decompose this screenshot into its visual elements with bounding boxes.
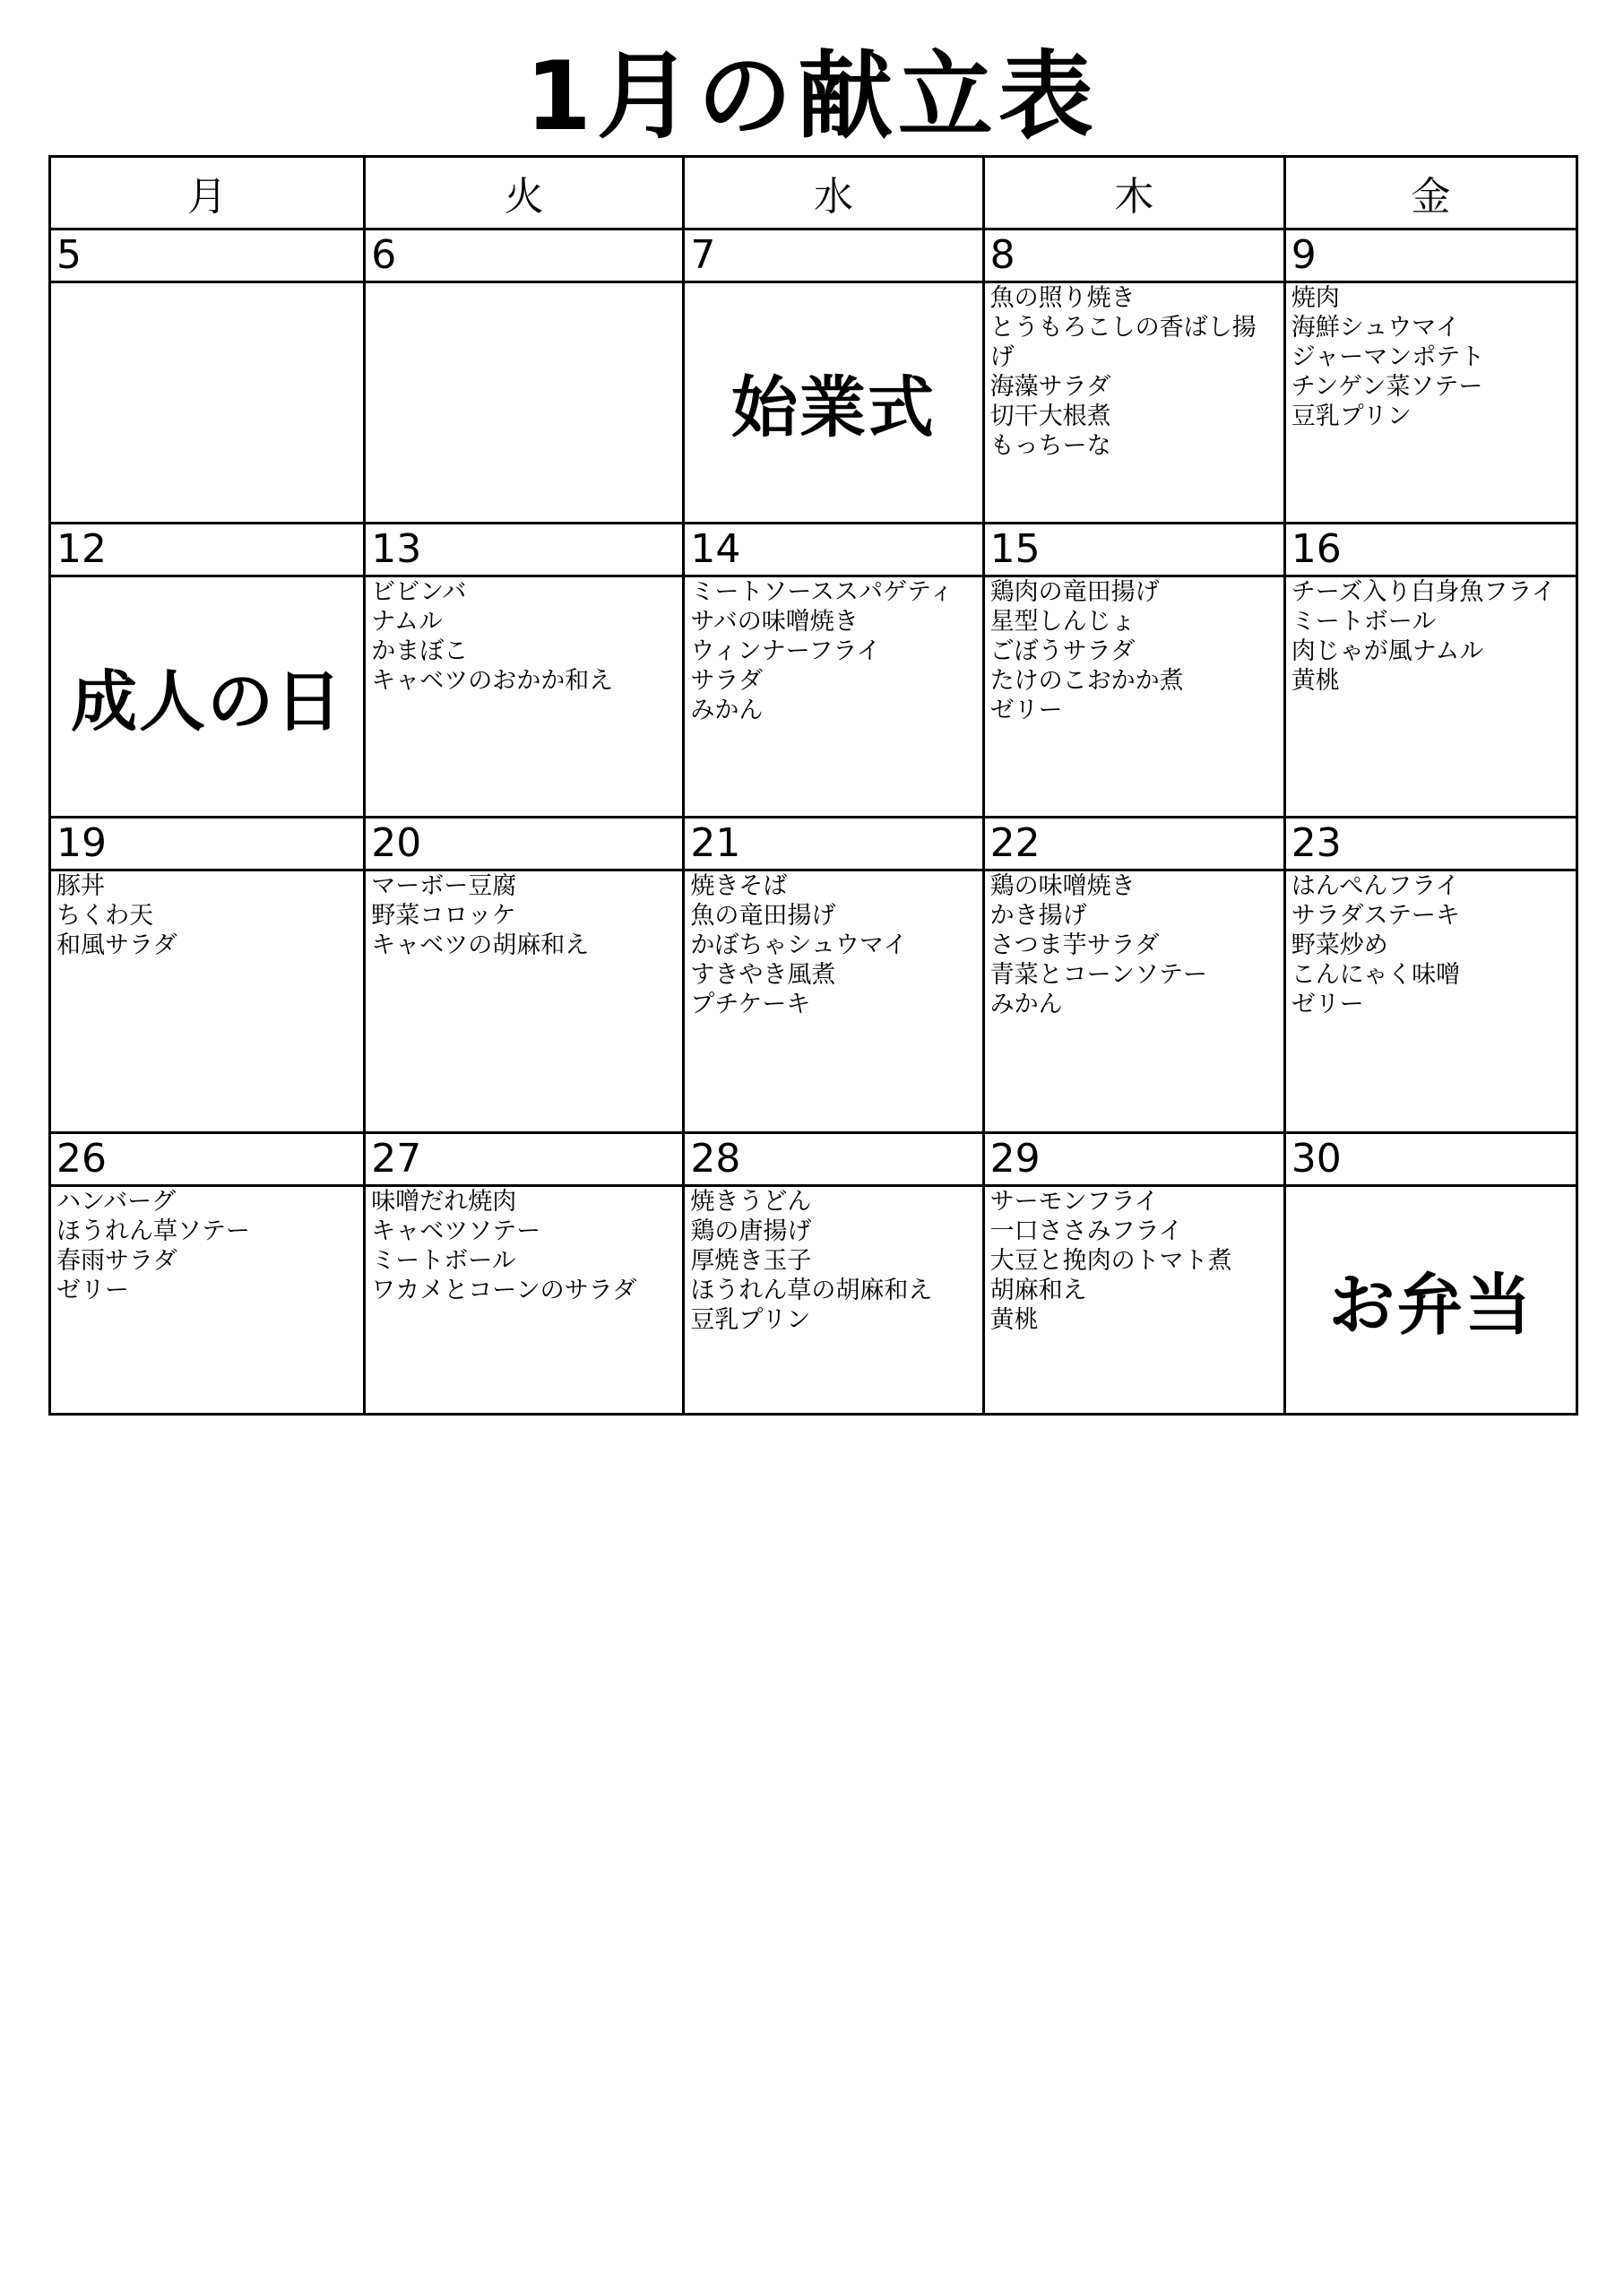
menu-item: マーボー豆腐 bbox=[371, 872, 517, 900]
menu-item: ゼリー bbox=[989, 697, 1063, 724]
menu-item: サバの味噌焼き bbox=[690, 608, 859, 636]
menu-item: サラダ bbox=[690, 667, 764, 695]
menu-item: みかん bbox=[989, 991, 1063, 1018]
menu-item: 一口ささみフライ bbox=[989, 1217, 1183, 1245]
menu-item: 黄桃 bbox=[989, 1306, 1039, 1334]
menu-cell bbox=[365, 870, 684, 1133]
menu-cell bbox=[50, 282, 365, 524]
menu-item: ミートボール bbox=[371, 1247, 516, 1275]
menu-list bbox=[690, 577, 976, 725]
date-number: 22 bbox=[983, 818, 1284, 870]
menu-item: かき揚げ bbox=[989, 902, 1087, 930]
menu-item: 豆乳プリン bbox=[1291, 403, 1412, 430]
date-number: 29 bbox=[983, 1133, 1284, 1186]
menu-cell bbox=[1284, 576, 1576, 818]
weekday-header: 木 bbox=[983, 157, 1284, 230]
menu-item: 豆乳プリン bbox=[690, 1306, 811, 1334]
menu-item: 星型しんじょ bbox=[989, 608, 1136, 636]
menu-item: さつま芋サラダ bbox=[989, 931, 1160, 959]
menu-list bbox=[1291, 871, 1570, 1019]
event-label: 始業式 bbox=[731, 369, 936, 446]
menu-item: はんぺんフライ bbox=[1291, 872, 1460, 900]
menu-item: ビビンバ bbox=[371, 578, 467, 606]
menu-item: 野菜炒め bbox=[1291, 931, 1388, 959]
menu-item: ごぼうサラダ bbox=[989, 637, 1136, 665]
menu-item: チーズ入り白身魚フライ bbox=[1291, 578, 1556, 606]
menu-calendar bbox=[48, 155, 1578, 1416]
event-label: お弁当 bbox=[1328, 1267, 1533, 1344]
menu-cell bbox=[684, 1186, 983, 1415]
menu-item: もっちーな bbox=[989, 432, 1111, 460]
menu-item: 焼肉 bbox=[1291, 284, 1340, 312]
date-number: 6 bbox=[365, 230, 684, 282]
menu-item: 肉じゃが風ナムル bbox=[1291, 637, 1484, 665]
weekday-header: 月 bbox=[50, 157, 365, 230]
menu-item: たけのこおかか煮 bbox=[989, 667, 1184, 695]
menu-item: 和風サラダ bbox=[56, 931, 177, 959]
menu-item: ゼリー bbox=[1291, 991, 1364, 1018]
menu-list bbox=[56, 871, 358, 960]
menu-item: 厚焼き玉子 bbox=[690, 1247, 812, 1275]
menu-item: プチケーキ bbox=[690, 991, 811, 1018]
menu-list bbox=[690, 1187, 976, 1335]
menu-item: 焼きうどん bbox=[690, 1188, 812, 1216]
menu-cell bbox=[983, 1186, 1284, 1415]
menu-item: 海藻サラダ bbox=[989, 373, 1111, 401]
date-number: 30 bbox=[1284, 1133, 1576, 1186]
menu-item: ミートボール bbox=[1291, 608, 1437, 636]
menu-cell bbox=[1284, 282, 1576, 524]
menu-cell bbox=[365, 282, 684, 524]
menu-item: ほうれん草ソテー bbox=[56, 1217, 250, 1245]
menu-item: キャベツのおかか和え bbox=[371, 667, 614, 695]
weekday-header: 金 bbox=[1284, 157, 1576, 230]
menu-cell bbox=[684, 576, 983, 818]
menu-item: かぼちゃシュウマイ bbox=[690, 931, 908, 959]
menu-item: キャベツの胡麻和え bbox=[371, 931, 590, 959]
menu-item: サラダステーキ bbox=[1291, 902, 1460, 930]
date-number: 19 bbox=[50, 818, 365, 870]
menu-item: 海鮮シュウマイ bbox=[1291, 314, 1460, 342]
date-number: 27 bbox=[365, 1133, 684, 1186]
menu-cell bbox=[50, 1186, 365, 1415]
menu-item: 鶏の唐揚げ bbox=[690, 1217, 812, 1245]
menu-list bbox=[371, 871, 677, 960]
menu-item: 黄桃 bbox=[1291, 667, 1340, 695]
menu-cell bbox=[1284, 870, 1576, 1133]
menu-list bbox=[690, 871, 976, 1019]
date-number: 13 bbox=[365, 524, 684, 576]
menu-item: ハンバーグ bbox=[56, 1188, 177, 1216]
date-number: 9 bbox=[1284, 230, 1576, 282]
date-number: 7 bbox=[684, 230, 983, 282]
menu-list bbox=[1291, 577, 1570, 696]
menu-item: 魚の竜田揚げ bbox=[690, 902, 836, 930]
menu-cell bbox=[983, 282, 1284, 524]
menu-item: 春雨サラダ bbox=[56, 1247, 177, 1275]
date-number: 15 bbox=[983, 524, 1284, 576]
menu-item: みかん bbox=[690, 697, 764, 724]
menu-item: ジャーマンポテト bbox=[1291, 343, 1485, 371]
menu-item: ゼリー bbox=[56, 1277, 129, 1304]
menu-item: とうもろこしの香ばし揚げ bbox=[989, 314, 1257, 371]
date-row bbox=[50, 818, 1577, 870]
menu-cell bbox=[983, 870, 1284, 1133]
menu-item: ウィンナーフライ bbox=[690, 637, 881, 665]
date-number: 16 bbox=[1284, 524, 1576, 576]
menu-row bbox=[50, 1186, 1577, 1415]
menu-item: こんにゃく味噌 bbox=[1291, 961, 1461, 989]
menu-item: ちくわ天 bbox=[56, 902, 153, 930]
menu-cell bbox=[1284, 1186, 1576, 1415]
menu-item: 鶏の味噌焼き bbox=[989, 872, 1136, 900]
menu-item: 野菜コロッケ bbox=[371, 902, 516, 930]
menu-list bbox=[990, 577, 1278, 725]
date-number: 12 bbox=[50, 524, 365, 576]
menu-item: かまぼこ bbox=[371, 637, 469, 665]
menu-item: 胡麻和え bbox=[989, 1277, 1087, 1304]
menu-item: 魚の照り焼き bbox=[989, 284, 1136, 312]
menu-list bbox=[990, 283, 1278, 461]
menu-item: ナムル bbox=[371, 608, 443, 636]
date-number: 23 bbox=[1284, 818, 1576, 870]
menu-item: 大豆と挽肉のトマト煮 bbox=[989, 1247, 1232, 1275]
menu-list bbox=[371, 577, 677, 696]
date-row bbox=[50, 230, 1577, 282]
menu-cell bbox=[50, 870, 365, 1133]
date-row bbox=[50, 524, 1577, 576]
weekday-header: 水 bbox=[684, 157, 983, 230]
menu-item: 切干大根煮 bbox=[989, 403, 1111, 430]
weekday-header: 火 bbox=[365, 157, 684, 230]
menu-item: 焼きそば bbox=[690, 872, 788, 900]
menu-item: 豚丼 bbox=[56, 872, 105, 900]
menu-cell bbox=[684, 870, 983, 1133]
menu-cell bbox=[365, 576, 684, 818]
menu-item: ワカメとコーンのサラダ bbox=[371, 1277, 637, 1304]
menu-list bbox=[1291, 283, 1570, 431]
menu-item: 味噌だれ焼肉 bbox=[371, 1188, 517, 1216]
menu-item: ミートソーススパゲティ bbox=[690, 578, 954, 606]
menu-row bbox=[50, 282, 1577, 524]
date-number: 21 bbox=[684, 818, 983, 870]
date-number: 26 bbox=[50, 1133, 365, 1186]
date-number: 20 bbox=[365, 818, 684, 870]
date-number: 14 bbox=[684, 524, 983, 576]
page-title: 1月の献立表 bbox=[525, 41, 1099, 152]
date-number: 5 bbox=[50, 230, 365, 282]
date-number: 28 bbox=[684, 1133, 983, 1186]
menu-row bbox=[50, 870, 1577, 1133]
menu-list bbox=[56, 1187, 358, 1305]
menu-list bbox=[990, 1187, 1278, 1335]
menu-cell bbox=[50, 576, 365, 818]
event-label: 成人の日 bbox=[71, 663, 344, 740]
menu-list bbox=[990, 871, 1278, 1019]
menu-list bbox=[371, 1187, 677, 1305]
menu-item: チンゲン菜ソテー bbox=[1291, 373, 1483, 401]
menu-item: 鶏肉の竜田揚げ bbox=[989, 578, 1160, 606]
menu-item: ほうれん草の胡麻和え bbox=[690, 1277, 933, 1304]
menu-item: すきやき風煮 bbox=[690, 961, 836, 989]
date-number: 8 bbox=[983, 230, 1284, 282]
menu-item: キャベツソテー bbox=[371, 1217, 541, 1245]
menu-row bbox=[50, 576, 1577, 818]
date-row bbox=[50, 1133, 1577, 1186]
weekday-header-row bbox=[50, 157, 1577, 230]
menu-cell bbox=[365, 1186, 684, 1415]
menu-item: 青菜とコーンソテー bbox=[989, 961, 1208, 989]
menu-cell bbox=[684, 282, 983, 524]
menu-cell bbox=[983, 576, 1284, 818]
menu-item: サーモンフライ bbox=[989, 1188, 1159, 1216]
